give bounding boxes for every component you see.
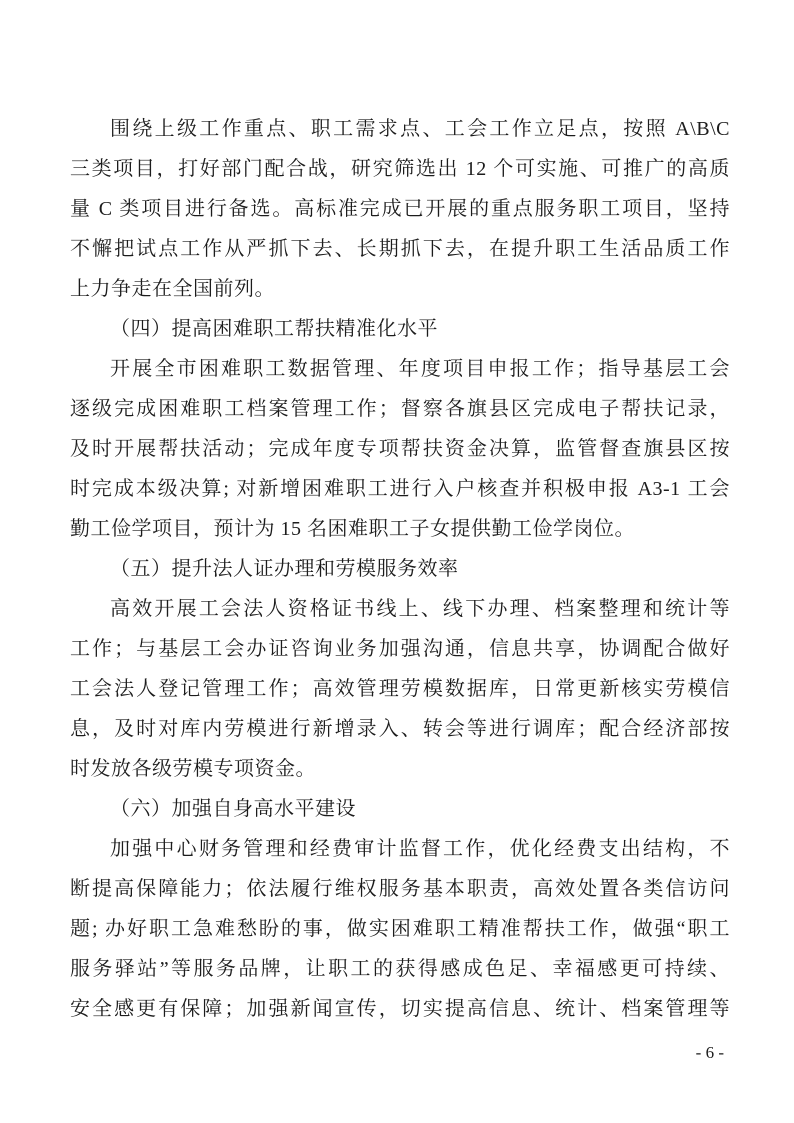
body-text-line: 三类项目，打好部门配合战，研究筛选出 12 个可实施、可推广的高质 (70, 158, 730, 180)
section-heading: （四）提高困难职工帮扶精准化水平 (110, 318, 438, 340)
body-text-line: 断提高保障能力；依法履行维权服务基本职责，高效处置各类信访问 (70, 878, 730, 900)
body-text-line: 勤工俭学项目，预计为 15 名困难职工子女提供勤工俭学岗位。 (70, 518, 635, 540)
body-text-line: 开展全市困难职工数据管理、年度项目申报工作；指导基层工会 (110, 358, 730, 380)
body-text-line: 工作；与基层工会办证咨询业务加强沟通，信息共享，协调配合做好 (70, 638, 730, 660)
body-text-line: 高效开展工会法人资格证书线上、线下办理、档案整理和统计等 (110, 598, 730, 620)
body-text-line: 逐级完成困难职工档案管理工作；督察各旗县区完成电子帮扶记录， (70, 398, 730, 420)
page-number: - 6 - (695, 1043, 724, 1062)
body-text-line: 工会法人登记管理工作；高效管理劳模数据库，日常更新核实劳模信 (70, 678, 730, 700)
section-heading: （五）提升法人证办理和劳模服务效率 (110, 558, 459, 580)
document-body (70, 109, 730, 1029)
body-text-line: 息，及时对库内劳模进行新增录入、转会等进行调库；配合经济部按 (70, 718, 730, 740)
body-text-line: 服务驿站”等服务品牌，让职工的获得感成色足、幸福感更可持续、 (70, 958, 730, 980)
body-text-line: 时完成本级决算; 对新增困难职工进行入户核查并积极申报 A3-1 工会 (70, 478, 730, 500)
body-text-line: 题; 办好职工急难愁盼的事，做实困难职工精准帮扶工作，做强“职工 (70, 918, 730, 940)
body-text-line: 时发放各级劳模专项资金。 (70, 758, 316, 780)
body-text-line: 安全感更有保障；加强新闻宣传，切实提高信息、统计、档案管理等 (70, 998, 730, 1020)
body-text-line: 及时开展帮扶活动；完成年度专项帮扶资金决算，监管督查旗县区按 (70, 438, 730, 460)
body-text-line: 量 C 类项目进行备选。高标准完成已开展的重点服务职工项目，坚持 (70, 198, 730, 220)
body-text-line: 不懈把试点工作从严抓下去、长期抓下去，在提升职工生活品质工作 (70, 238, 730, 260)
section-heading: （六）加强自身高水平建设 (110, 798, 356, 820)
body-text-line: 上力争走在全国前列。 (70, 278, 275, 300)
body-text-line: 加强中心财务管理和经费审计监督工作，优化经费支出结构，不 (110, 838, 730, 860)
body-text-line: 围绕上级工作重点、职工需求点、工会工作立足点，按照 A\B\C (110, 118, 730, 140)
